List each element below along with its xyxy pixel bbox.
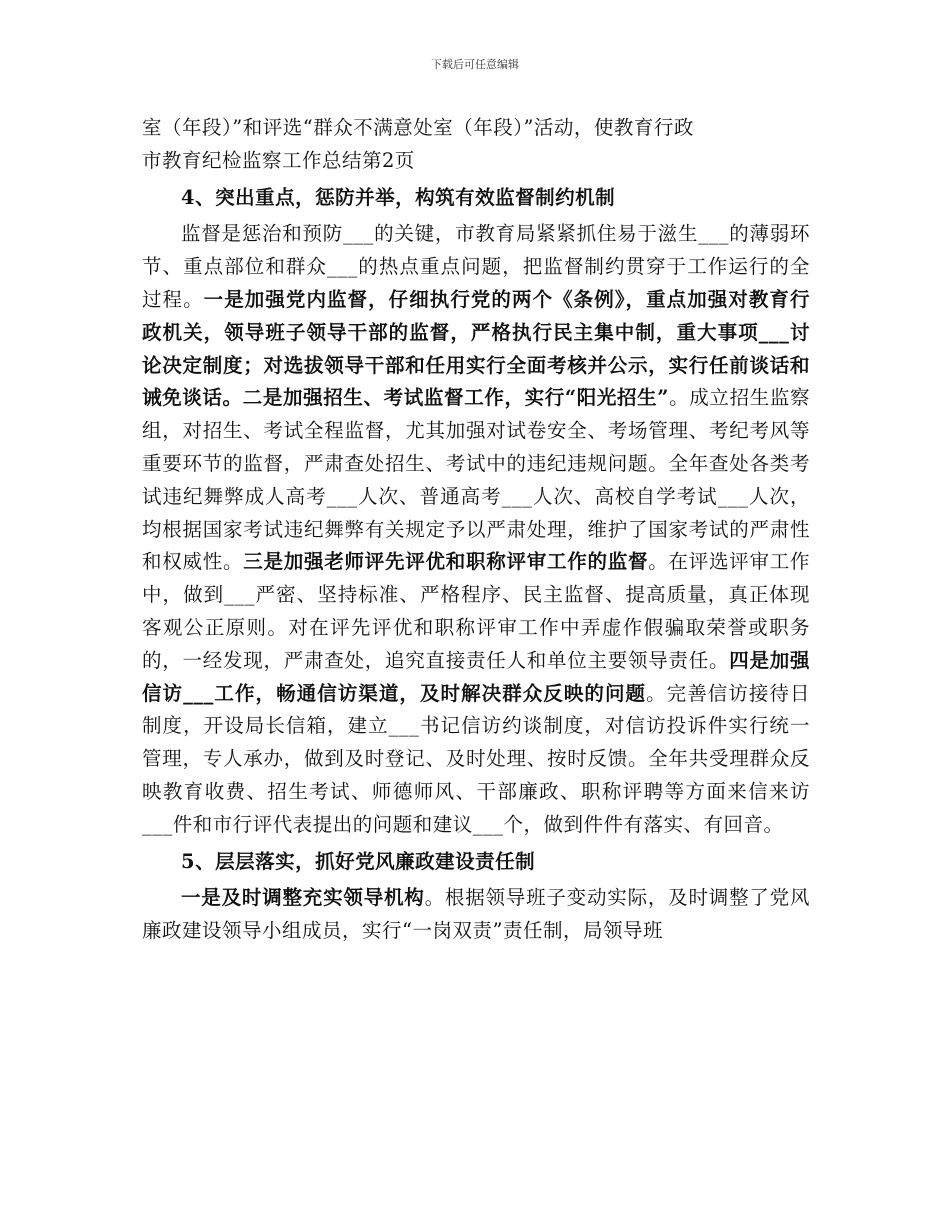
section-4-paragraph — [142, 218, 810, 841]
section-4-point-1: 一是加强党内监督，仔细执行党的两个《条例》，重点加强对教育行政机关，领导班子领导干部的监督，严格执行民主集中制，重大事项___讨论决定制度；对选拔领导干部和任用实行全面考核并公示，实行任前谈话和诫免谈话。 — [142, 287, 810, 410]
section-5-point-1: 一是及时调整充实领导机构 — [181, 886, 425, 910]
section-4-text: 。在评选评审工作中，做到___严密、坚持标准、严格程序、民主监督、提高质量，真正体现客观公正原则。对在评先评优和职称评审工作中弄虚作假骗取荣誉或职务的，一经发现，严肃查处，追究直接责任人和单位主要领导责任。 — [142, 550, 810, 672]
section-4-point-3: 三是加强老师评先评优和职称评审工作的监督 — [243, 550, 649, 574]
intro-line-2: 市教育纪检监察工作总结第2页 — [142, 148, 415, 172]
section-4-point-2: 二是加强招生、考试监督工作，实行“阳光招生” — [242, 386, 670, 410]
section-4-text: 监督是惩治和预防___的关键，市教育局紧紧抓住易于滋生___的薄弱环节、重点部位和群众___的热点重点问题，把监督制约贯穿于工作运行的全过程。 — [142, 222, 810, 311]
section-4-text: 。完善信访接待日制度，开设局长信箱，建立___书记信访约谈制度，对信访投诉件实行统一管理，专人承办，做到及时登记、及时处理、按时反馈。全年共受理群众反映教育收费、招生考试、师德师风、干部廉政、职称评聘等方面来信来访___件和市行评代表提出的问题和建议___个，做到件件有落实、有回音。 — [142, 681, 810, 836]
intro-line-1: 室（年段）”和评选“群众不满意处室（年段）”活动，使教育行政 — [142, 116, 694, 139]
section-5-paragraph — [142, 882, 810, 948]
page-header-note: 下载后可任意编辑 — [431, 58, 519, 71]
section-4-point-4: 四是加强信访___工作，畅通信访渠道，及时解决群众反映的问题 — [142, 648, 810, 705]
section-5-heading: 5、层层落实，抓好党风廉政建设责任制 — [181, 849, 536, 873]
section-5-text: 。根据领导班子变动实际，及时调整了党风廉政建设领导小组成员，实行“一岗双责”责任制，局领导班 — [142, 886, 810, 943]
section-4-text: 。成立招生监察组，对招生、考试全程监督，尤其加强对试卷安全、考场管理、考纪考风等重要环节的监督，严肃查处招生、考试中的违纪违规问题。全年查处各类考试违纪舞弊成人高考___人次、普通高考___人次、高校自学考试___人次，均根据国家考试违纪舞弊有关规定予以严肃处理，维护了国家考试的严肃性和权威性。 — [142, 386, 810, 574]
document-body — [142, 112, 810, 948]
section-4-heading: 4、突出重点，惩防并举，构筑有效监督制约机制 — [181, 185, 616, 209]
